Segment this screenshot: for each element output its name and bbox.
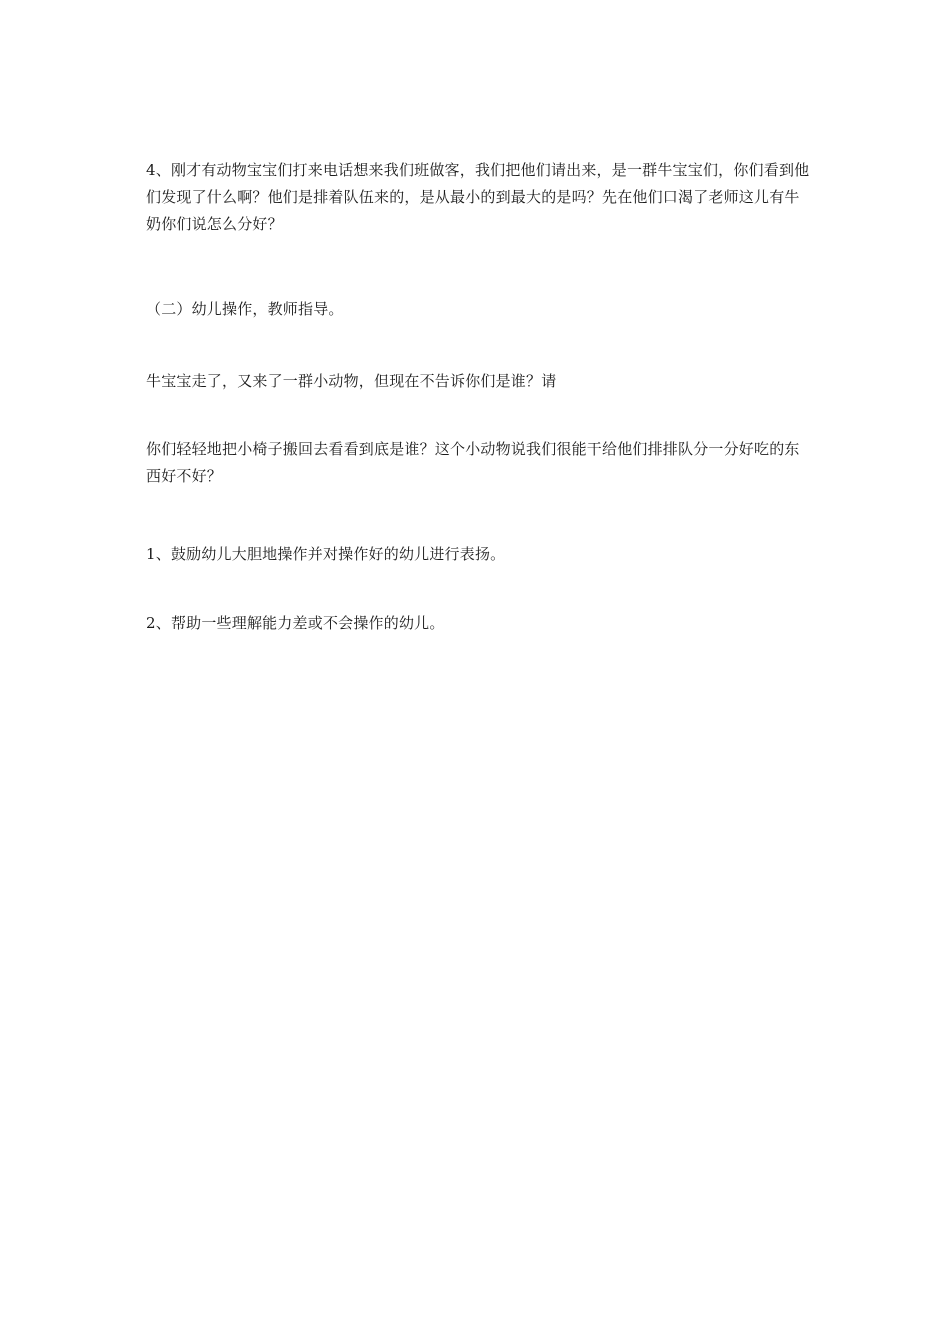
list-item-encourage: 1、鼓励幼儿大胆地操作并对操作好的幼儿进行表扬。 xyxy=(146,545,506,563)
paragraph-new-animals: 牛宝宝走了，又来了一群小动物，但现在不告诉你们是谁？请 xyxy=(146,372,557,390)
list-item-help: 2、帮助一些理解能力差或不会操作的幼儿。 xyxy=(146,614,445,632)
section-heading-child-operation: （二）幼儿操作，教师指导。 xyxy=(146,300,344,318)
paragraph-animal-guests: 4、刚才有动物宝宝们打来电话想来我们班做客，我们把他们请出来，是一群牛宝宝们，你们看到他们发现了什么啊？他们是排着队伍来的，是从最小的到最大的是吗？先在他们口渴了老师这儿有牛奶你们说怎么分好？ xyxy=(146,161,810,233)
paragraph-move-chairs: 你们轻轻地把小椅子搬回去看看到底是谁？这个小动物说我们很能干给他们排排队分一分好吃的东西好不好？ xyxy=(146,440,800,485)
